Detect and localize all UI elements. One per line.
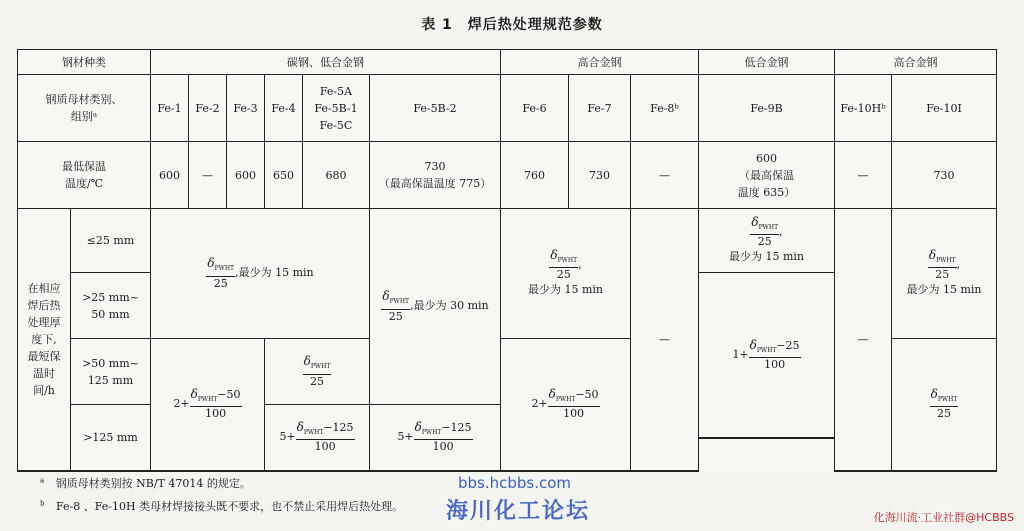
hold-fe9b-thin: [699, 209, 835, 273]
temp-fe3: 600: [227, 142, 265, 209]
group-fe10h: Fe-10Hᵇ: [835, 75, 892, 142]
temp-fe2: —: [189, 142, 227, 209]
group-fe5b2: Fe-5B-2: [370, 75, 501, 142]
formula-prefix: 1+: [732, 347, 749, 361]
min-text: 最少为 15 min: [527, 283, 604, 297]
watermark-corner: 化海川流·工业社群@HCBBS: [873, 511, 1014, 524]
min-text: ,最少为 30 min: [410, 299, 489, 313]
group-fe2: Fe-2: [189, 75, 227, 142]
thickness-25-50: [71, 273, 151, 339]
footnote-a: [40, 475, 251, 491]
thickness-line: 50 mm: [91, 307, 130, 321]
temp-fe5b2-line2: （最高保温温度 775）: [378, 177, 492, 190]
fraction: $\frac{\delta_{PWHT}-125}{100}$: [296, 420, 354, 454]
temp-fe9b-line2: （最高保温: [739, 168, 794, 182]
side-label-line: 焊后热: [27, 298, 61, 312]
footnote-text: Fe-8 、Fe-10H 类母材焊接接头既不要求，也不禁止采用焊后热处理。: [55, 500, 404, 513]
fraction: $\frac{\delta_{PWHT}}{25}$: [382, 289, 410, 323]
table-title: 表 1 焊后热处理规范参数: [421, 17, 603, 33]
thickness-50-125: [71, 339, 151, 405]
min-comma: ,: [578, 258, 582, 271]
hold-fe6-7-thick: [501, 339, 631, 471]
group-fe5a: Fe-5A: [319, 84, 353, 98]
thickness-le25: ≤25 mm: [71, 209, 151, 273]
temp-fe10i: 730: [892, 142, 997, 209]
header-low-alloy: 低合金钢: [699, 50, 835, 75]
hold-fe8: —: [631, 209, 699, 471]
watermark-forum: 海川化工论坛: [446, 499, 591, 524]
group-row-label: [18, 75, 151, 142]
watermark-site: bbs.hcbbs.com: [458, 474, 572, 492]
group-label-line2: 组别ᵃ: [70, 110, 98, 123]
fraction: $\frac{\delta_{PWHT}-125}{100}$: [414, 420, 472, 454]
hold-fe4-5-mid: [265, 339, 370, 405]
hold-fe5b2-thin: [370, 209, 501, 405]
side-label-line: 最短保: [27, 349, 61, 363]
group-fe5: [303, 75, 370, 142]
group-fe8: Fe-8ᵇ: [631, 75, 699, 142]
fraction: $\frac{\delta_{PWHT}}{25}$: [207, 256, 235, 290]
group-fe5c: Fe-5C: [319, 118, 353, 132]
formula-prefix: 2+: [531, 397, 548, 411]
fraction: $\frac{\delta_{PWHT}-50}{100}$: [190, 387, 241, 421]
min-comma: ,: [779, 225, 783, 238]
temp-fe5b2: [370, 142, 501, 209]
temp-label-line1: 最低保温: [62, 160, 106, 173]
hold-fe10h: —: [835, 209, 892, 471]
side-label-line: 温时: [33, 366, 55, 380]
thickness-line: >50 mm~: [82, 356, 139, 370]
group-fe3: Fe-3: [227, 75, 265, 142]
footnote-b: [40, 498, 403, 514]
header-high-alloy: 高合金钢: [501, 50, 699, 75]
min-text: 最少为 15 min: [728, 250, 805, 264]
formula-prefix: 5+: [279, 430, 296, 444]
footnote-marker: b: [40, 499, 45, 508]
footnote-marker: a: [40, 476, 45, 485]
group-fe5b1: Fe-5B-1: [314, 101, 358, 115]
hold-time-side-label: [18, 209, 71, 471]
side-label-line: 在相应: [27, 281, 61, 295]
temp-fe7: 730: [569, 142, 631, 209]
fraction: $\frac{\delta_{PWHT}}{25}$: [550, 247, 578, 282]
hold-fe6-7-thin: [501, 209, 631, 339]
fraction: $\frac{\delta_{PWHT}}{25}$: [303, 354, 331, 388]
hold-fe9b-thick: [699, 273, 835, 438]
group-fe6: Fe-6: [501, 75, 569, 142]
group-fe9b: Fe-9B: [699, 75, 835, 142]
group-fe4: Fe-4: [265, 75, 303, 142]
hold-fe10i-thin: [892, 209, 997, 339]
hold-fe4-5-thick: [265, 405, 370, 471]
pwht-parameter-table: [17, 49, 997, 472]
header-carbon-low-alloy: 碳钢、低合金钢: [151, 50, 501, 75]
temp-fe1: 600: [151, 142, 189, 209]
hold-fe10i-thick: [892, 339, 997, 471]
temp-fe9b-line1: 600: [756, 151, 777, 165]
temp-fe5: 680: [303, 142, 370, 209]
group-label-line1: 钢质母材类别、: [45, 93, 123, 106]
header-high-alloy-2: 高合金钢: [835, 50, 997, 75]
thickness-gt125: >125 mm: [71, 405, 151, 471]
temp-row-label: [18, 142, 151, 209]
fraction: $\frac{\delta_{PWHT}}{25}$: [751, 214, 779, 249]
min-text: 最少为 15 min: [906, 283, 982, 297]
temp-fe9b-line3: 温度 635）: [737, 185, 796, 199]
group-fe7: Fe-7: [569, 75, 631, 142]
hold-fe5b2-thick: [370, 405, 501, 471]
temp-label-line2: 温度/℃: [64, 177, 103, 190]
footnote-text: 钢质母材类别按 NB/T 47014 的规定。: [55, 477, 251, 490]
group-fe1: Fe-1: [151, 75, 189, 142]
thickness-line: 125 mm: [87, 373, 134, 387]
side-label-line: 处理厚: [27, 315, 61, 329]
min-text: ,最少为 15 min: [235, 266, 314, 280]
formula-prefix: 2+: [173, 397, 190, 411]
fraction: $\frac{\delta_{PWHT}}{25}$: [930, 387, 958, 421]
temp-fe5b2-line1: 730: [424, 160, 446, 173]
min-comma: ,: [956, 258, 961, 271]
hold-fe1-3-thick: [151, 339, 265, 471]
hold-fe1-5-thin: [151, 209, 370, 339]
header-steel-type: 钢材种类: [18, 50, 151, 75]
group-fe10i: Fe-10I: [892, 75, 997, 142]
temp-fe6: 760: [501, 142, 569, 209]
temp-fe4: 650: [265, 142, 303, 209]
thickness-line: >25 mm~: [82, 290, 139, 304]
temp-fe10h: —: [835, 142, 892, 209]
temp-fe9b: [699, 142, 835, 209]
side-label-line: 间/h: [33, 383, 55, 397]
fraction: $\frac{\delta_{PWHT}-50}{100}$: [548, 387, 599, 421]
fraction: $\frac{\delta_{PWHT}}{25}$: [928, 247, 956, 282]
formula-prefix: 5+: [397, 430, 414, 444]
side-label-line: 度下,: [31, 332, 57, 346]
fraction: $\frac{\delta_{PWHT}-25}{100}$: [749, 337, 800, 371]
temp-fe8: —: [631, 142, 699, 209]
